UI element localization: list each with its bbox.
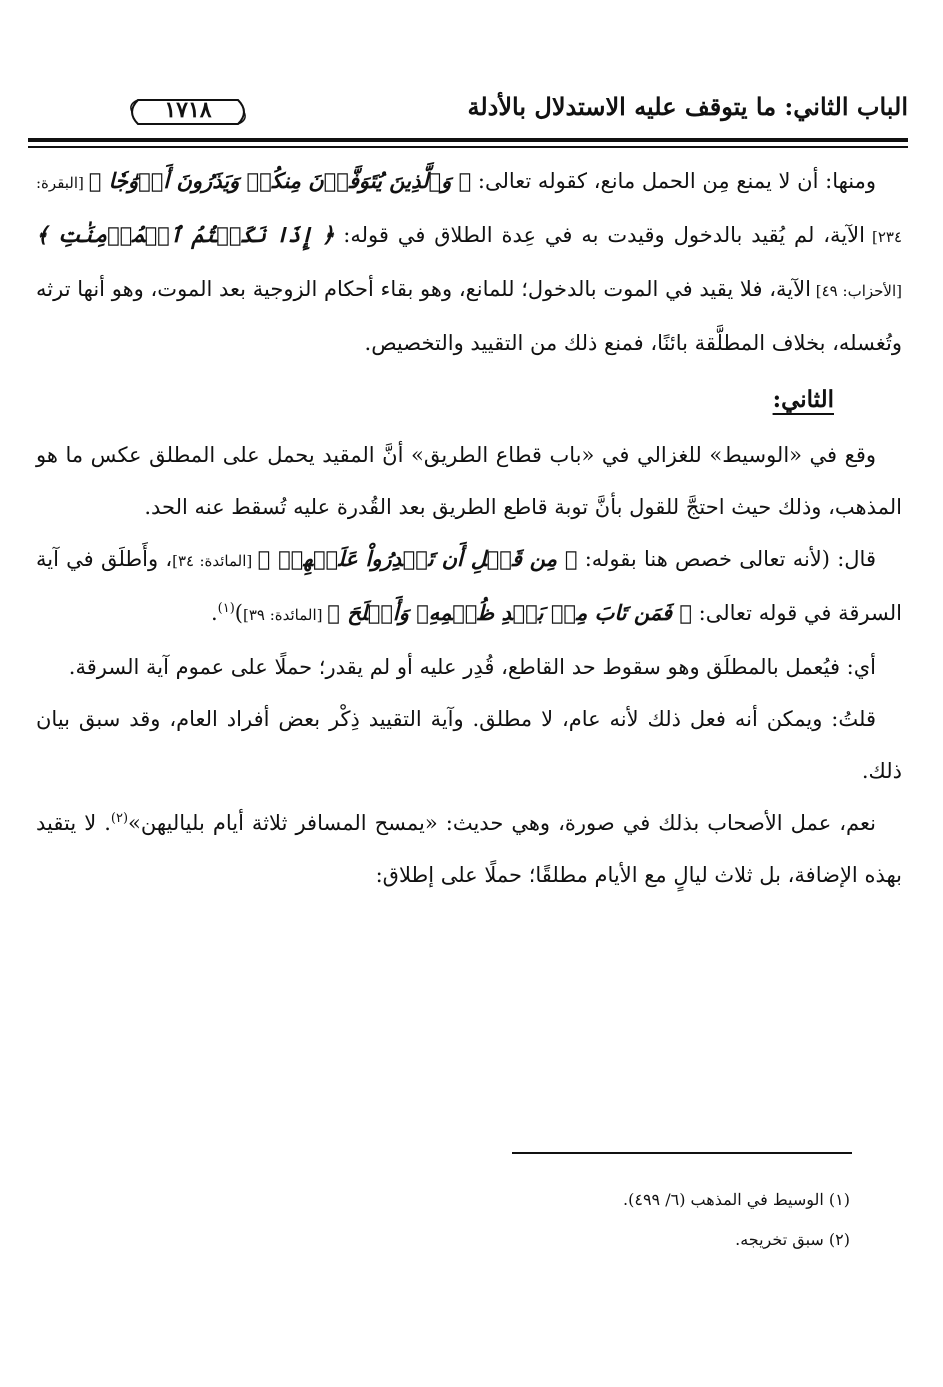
text-run: الآية، لم يُقيد بالدخول وقيدت به في عِدة الطلاق في قوله:: [334, 223, 865, 247]
footnote-marker[interactable]: (١): [217, 601, 235, 616]
chapter-title: الباب الثاني: ما يتوقف عليه الاستدلال بالأدلة: [467, 92, 908, 121]
main-text: [36, 155, 902, 901]
footnotes: [623, 1180, 850, 1260]
quran-verse: ﴿ مِن قَبۡلِ أَن تَقۡدِرُواْ عَلَيۡهِمۡ ﴾: [257, 546, 578, 571]
paragraph: قلتُ: ويمكن أنه فعل ذلك لأنه عام، لا مطلق. وآية التقييد ذِكْر بعض أفراد العام، وقد سبق بيان ذلك.: [36, 707, 902, 783]
section-heading: [36, 375, 902, 425]
footnote: (٢) سبق تخريجه.: [735, 1230, 850, 1249]
paragraph: [36, 533, 902, 641]
page-number: ١٧١٨: [164, 97, 212, 123]
footnote-marker[interactable]: (٢): [110, 811, 129, 826]
paragraph: [36, 797, 902, 901]
footnote: (١) الوسيط في المذهب (٦/ ٤٩٩).: [623, 1190, 850, 1209]
page-number-badge: [124, 94, 252, 130]
section-heading-text: الثاني:: [772, 386, 834, 413]
quran-verse: ﴿ وَٱلَّذِينَ يُتَوَفَّوۡنَ مِنكُمۡ وَيَذَرُونَ أَزۡوَٰجٗا ﴾: [88, 168, 472, 193]
paragraph: [36, 155, 902, 369]
text-run: ): [234, 601, 243, 625]
footnote-separator: [512, 1152, 852, 1154]
text-run: .: [210, 601, 218, 625]
text-run: قال: (لأنه تعالى خصص هنا بقوله:: [577, 547, 876, 571]
paragraph: أي: فيُعمل بالمطلَق وهو سقوط حد القاطع، قُدِر عليه أو لم يقدر؛ حملًا على عموم آية السرقة.: [68, 655, 876, 679]
text-run: . لا يتقيد بهذه الإضافة، بل ثلاث ليالٍ مع الأيام مطلقًا؛ حملًا على إطلاق:: [36, 811, 902, 887]
header-rule-thick: [28, 138, 908, 142]
verse-reference: [المائدة: ٣٤]: [172, 552, 258, 570]
quran-verse: ﴿ فَمَن تَابَ مِنۢ بَعۡدِ ظُلۡمِهِۦ وَأَصۡلَحَ ﴾: [327, 600, 692, 625]
text-run: نعم، عمل الأصحاب بذلك في صورة، وهي حديث: «يمسح المسافر ثلاثة أيام بلياليهن»: [128, 811, 876, 835]
text-run: ، وأَطلَق في آية السرقة في قوله تعالى:: [36, 547, 902, 625]
quran-verse: ﴿ إِذَا نَكَحۡتُمُ ٱلۡمُؤۡمِنَٰتِ ﴾: [36, 222, 335, 247]
verse-reference: [الأحزاب: ٤٩]: [810, 282, 903, 300]
text-run: ومنها: أن لا يمنع مِن الحمل مانع، كقوله تعالى:: [471, 169, 877, 193]
paragraph: وقع في «الوسيط» للغزالي في «باب قطاع الطريق» أنَّ المقيد يحمل على المطلق عكس ما هو المذهب، وذلك حيث احتجَّ للقول بأنَّ توبة قاطع الطريق بعد القُدرة عليه تُسقط عنه الحد.: [36, 443, 902, 519]
header-rule-thin: [28, 146, 908, 148]
text-run: الآية، فلا يقيد في الموت بالدخول؛ للمانع، وهو بقاء أحكام الزوجية بعد الموت، وهو أنها ترثه وتُغسله، بخلاف المطلَّقة بائنًا، فمنع ذلك من التقييد والتخصيص.: [36, 277, 902, 355]
running-header: [28, 86, 908, 134]
verse-reference: [البقرة: ٢٣٤]: [36, 174, 903, 246]
verse-reference: [المائدة: ٣٩]: [242, 606, 328, 624]
